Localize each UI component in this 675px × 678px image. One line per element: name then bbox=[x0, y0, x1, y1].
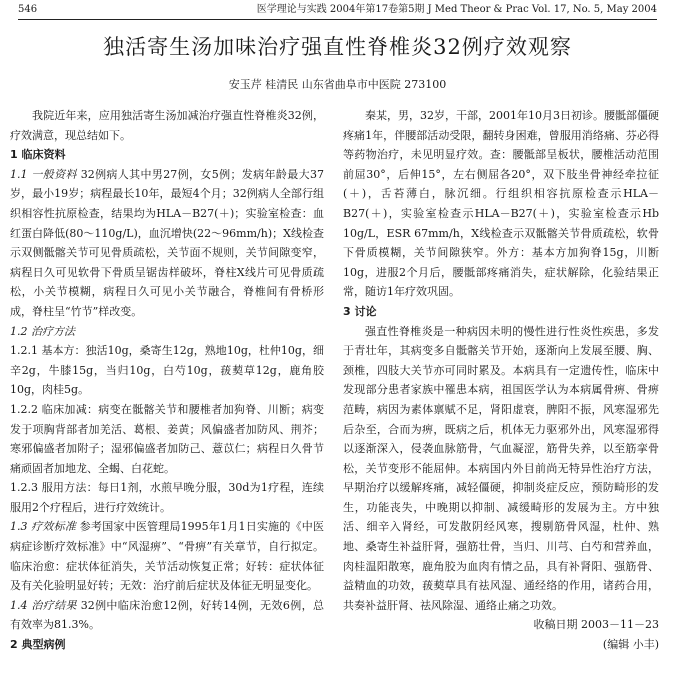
header-rule bbox=[18, 19, 657, 20]
paragraph-results bbox=[10, 596, 324, 635]
paragraph-general-data bbox=[10, 165, 324, 322]
section-heading-typical-case: 2 典型病例 bbox=[10, 638, 66, 652]
subsection-label: 1.1 一般资料 bbox=[10, 167, 77, 181]
right-column bbox=[343, 106, 659, 655]
subsection-label: 1.3 疗效标准 bbox=[10, 520, 77, 534]
paragraph-text: 参考国家中医管理局1995年1月1日实施的《中医病症诊断疗效标准》中“风湿痹”、“骨痹”有关章节，自行拟定。临床治愈：症状体征消失，关节活动恢复正常；好转：症状体征及有关化验明显好转；无效：治疗前后症状及体征无明显变化。 bbox=[10, 520, 325, 593]
journal-citation: 医学理论与实践 2004年第17卷第5期 J Med Theor & Prac Vol. 17, No. 5, May 2004 bbox=[256, 4, 657, 15]
page-number: 546 bbox=[18, 4, 38, 15]
subsection-label: 1.4 治疗结果 bbox=[10, 598, 77, 612]
paragraph-modifications: 1.2.2 临床加减：病变在骶髂关节和腰椎者加狗脊、川断；病变发于项胸背部者加羌活、葛根、姜黄；风偏盛者加防风、荆芥；寒邪偏盛者加附子；湿邪偏盛者加防己、薏苡仁；病程日久骨节痛顽固者加地龙、全蝎、白花蛇。 bbox=[10, 402, 324, 475]
article-title: 独活寄生汤加味治疗强直性脊椎炎32例疗效观察 bbox=[103, 35, 572, 59]
paragraph-text: 32例病人其中男27例，女5例；发病年龄最大37岁，最小19岁；病程最长10年，最短4个月；32例病人全部行组织相容性抗原检查，结果均为HLA－B27(＋)；实验室检查：血红蛋白降低(80～110g/L)，血沉增快(22～96mm/h)；X线检查示双侧骶髂关节可见骨质疏松，关节面不规则，关节间隙变窄，病程日久可见软骨下骨质呈锯齿样破坏，脊柱X线片可见骨质疏松，小关节模糊，病程日久可见小关节融合，脊椎间有骨桥形成，脊柱呈“竹节”样改变。 bbox=[10, 167, 324, 318]
intro-paragraph: 我院近年来，应用独活寄生汤加减治疗强直性脊椎炎32例，疗效满意，现总结如下。 bbox=[10, 109, 324, 142]
case-paragraph: 秦某，男，32岁，干部，2001年10月3日初诊。腰骶部僵硬疼痛1年，伴腰部活动受限，翻转身困难，曾服用消络痛、芬必得等药物治疗，未见明显疗效。查：腰骶部呈板状，腰椎活动范围前屈30°，后伸15°，左右侧屈各20°，双下肢坐骨神经牵拉征(＋)，舌苔薄白，脉沉细。行组织相容抗原检查示HLA－B27(＋)，实验室检查示HLA－B27(＋)，实验室检查示Hb 10g/L，ESR 67mm/h，X线检查示双骶髂关节骨质疏松，软骨下骨质模糊，关节间隙狭窄。外方：基本方加狗脊15g，川断10g，进服2个月后，腰骶部疼痛消失，症状解除，化验结果正常，随访1年疗效巩固。 bbox=[343, 109, 659, 299]
paragraph-basic-formula: 1.2.1 基本方：独活10g，桑寄生12g，熟地10g，杜仲10g，细辛2g，牛膝15g，当归10g，白芍10g，菝葜草12g，鹿角胶10g，肉桂5g。 bbox=[10, 344, 324, 397]
section-heading-discussion: 3 讨论 bbox=[343, 304, 377, 318]
paragraph-text: 32例中临床治愈12例，好转14例，无效6例，总有效率为81.3%。 bbox=[10, 598, 324, 632]
received-date: 收稿日期 2003－11－23 bbox=[533, 618, 659, 632]
running-header bbox=[18, 3, 657, 17]
discussion-paragraph: 强直性脊椎炎是一种病因未明的慢性进行性炎性疾患，多发于青壮年，其病变多自骶髂关节开始，逐渐向上发展至腰、胸、颈椎，四肢大关节亦可同时累及。本病具有一定遗传性，临床中发现部分患者家族中罹患本病，祖国医学认为本病属骨痹、骨痹范畴，病因为素体禀赋不足，肾阳虚衰，脾阳不振，风寒湿邪先后杂至，合而为痹，既病之后，机体无力驱邪外出，风寒湿邪得以逐渐深入，侵袭血脉筋骨，气血凝涩，筋骨失养，以至筋挛骨松，关节变形不能屈伸。本病国内外目前尚无特异性治疗方法，早期治疗以缓解疼痛，减轻僵硬，抑制炎症反应，预防畸形的发生，功能丧失，中晚期以抑制、减缓畸形的发展为主。方中独活、细辛入肾经，可发散阴经风寒，搜剔筋骨风湿，杜仲、熟地、桑寄生补益肝肾，强筋壮骨，当归、川芎、白芍和营养血，肉桂温阳散寒，鹿角胶为血肉有情之品，具有补肾阳、强筋骨、益精血的功效，菝葜草具有祛风湿、通经络的作用，诸药合用，共奏补益肝肾、祛风除湿、通络止痛之功效。 bbox=[343, 324, 659, 612]
left-column bbox=[10, 106, 324, 655]
authors-affiliation: 安玉芹 桂清民 山东省曲阜市中医院 273100 bbox=[228, 78, 447, 91]
section-heading-clinical-data: 1 临床资料 bbox=[10, 148, 66, 162]
paragraph-criteria bbox=[10, 517, 324, 595]
editor-note: (编辑 小丰) bbox=[602, 638, 659, 652]
subsection-heading-treatment: 1.2 治疗方法 bbox=[10, 324, 75, 338]
paragraph-administration: 1.2.3 服用方法：每日1剂，水煎早晚分服，30d为1疗程，连续服用2个疗程后，进行疗效统计。 bbox=[10, 481, 324, 514]
